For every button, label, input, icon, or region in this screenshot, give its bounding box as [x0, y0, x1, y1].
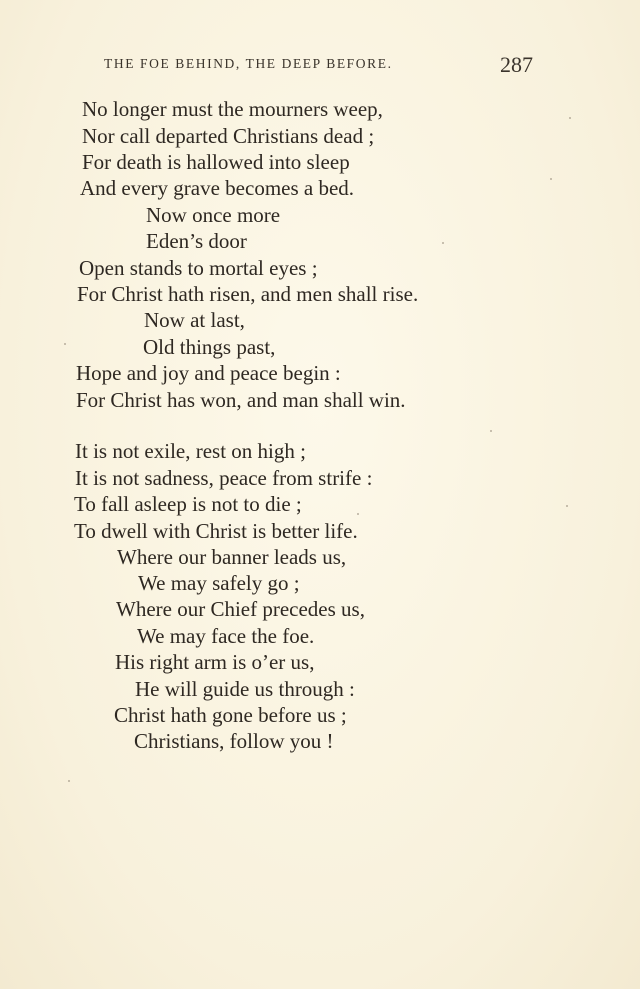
poem-line: We may safely go ;	[138, 571, 300, 595]
poem-line: For Christ has won, and man shall win.	[76, 388, 406, 412]
poem-line: Nor call departed Christians dead ;	[82, 124, 375, 148]
poem-line: His right arm is o’er us,	[115, 650, 315, 674]
poem-line: No longer must the mourners weep,	[82, 97, 383, 121]
poem-line: Hope and joy and peace begin :	[76, 361, 341, 385]
page-number: 287	[500, 52, 533, 77]
poem-line: Now once more	[146, 203, 281, 227]
paper-speck	[68, 780, 70, 782]
poem-line: Eden’s door	[146, 229, 247, 253]
poem-line: Where our Chief precedes us,	[116, 597, 365, 621]
paper-speck	[550, 178, 552, 180]
poem-line: For death is hallowed into sleep	[82, 150, 350, 174]
poem-line: It is not exile, rest on high ;	[75, 439, 306, 463]
paper-speck	[442, 242, 444, 244]
poem-line: It is not sadness, peace from strife :	[75, 466, 373, 490]
poem-line: To fall asleep is not to die ;	[74, 492, 302, 516]
poem-line: We may face the foe.	[137, 624, 315, 648]
poem-line: Open stands to mortal eyes ;	[79, 256, 318, 280]
poem-line: To dwell with Christ is better life.	[74, 519, 358, 543]
poem-line: Now at last,	[144, 308, 245, 332]
paper-speck	[566, 505, 568, 507]
poem-line: And every grave becomes a bed.	[80, 176, 355, 200]
poem-line: Christians, follow you !	[134, 729, 334, 753]
poem-line: Where our banner leads us,	[117, 545, 347, 569]
poem-line: Old things past,	[143, 335, 276, 359]
paper-speck	[357, 513, 359, 515]
poem-line: He will guide us through :	[135, 677, 355, 701]
running-title: THE FOE BEHIND, THE DEEP BEFORE.	[104, 56, 393, 71]
paper-speck	[490, 430, 492, 432]
paper-speck	[569, 117, 571, 119]
paper-speck	[64, 343, 66, 345]
poem-line: Christ hath gone before us ;	[114, 703, 347, 727]
poem-line: For Christ hath risen, and men shall rise.	[77, 282, 419, 306]
